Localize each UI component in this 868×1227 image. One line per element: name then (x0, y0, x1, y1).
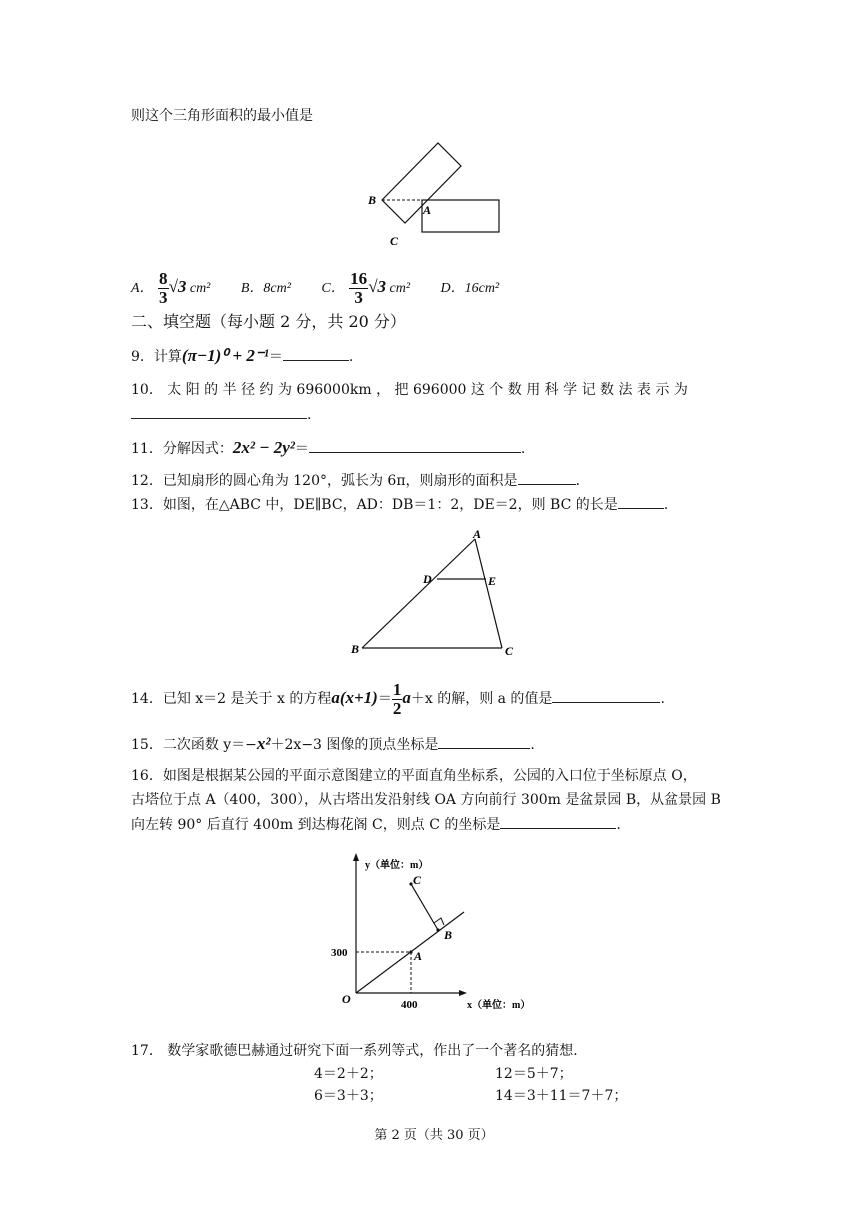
fraction-denominator: 3 (159, 287, 168, 307)
fraction-numerator: 16 (350, 268, 368, 288)
unit: cm² (386, 281, 411, 296)
fig2-label-D: D (423, 572, 432, 586)
fig3-origin-label: O (342, 992, 351, 1006)
fig2-label-E: E (488, 574, 497, 588)
fig1-label-A: A (423, 203, 432, 217)
q14-variable-a: a (402, 688, 411, 707)
option-a-label: A． (131, 281, 154, 296)
fig2-label-A: A (473, 527, 482, 541)
q15-x-squared: x² (256, 734, 271, 753)
q8-option-b[interactable]: B．8cm² (240, 281, 291, 296)
question-9 (131, 346, 353, 367)
q13-text: 13．如图，在△ABC 中，DE∥BC，AD：DB＝1：2，DE＝2，则 BC 的长是 (131, 497, 618, 513)
fraction-numerator: 8 (159, 268, 168, 288)
question-17: 17． 数学家歌德巴赫通过研究下面一系列等式，作出了一个著名的猜想． (131, 1043, 588, 1059)
fraction-denominator: 3 (354, 287, 363, 307)
unit: cm² (186, 281, 211, 296)
q15-tail: ＋2x−3 图像的顶点坐标是 (270, 737, 439, 753)
option-c-label: C． (321, 281, 345, 296)
question-14 (131, 678, 665, 719)
question-10-answer-line (131, 404, 311, 425)
q17-equation-3: 6＝3＋3； (314, 1088, 383, 1104)
q10-answer-blank[interactable] (131, 404, 307, 419)
q8-option-d[interactable]: D．16cm² (440, 281, 500, 296)
q8-option-a[interactable] (131, 268, 210, 308)
question-10: 10． 太 阳 的 半 径 约 为 696000km ， 把 696000 这 个 数 用 科 学 记 数 法 表 示 为 (131, 382, 688, 398)
q14-answer-blank[interactable] (552, 688, 660, 703)
fig3-label-B: B (444, 928, 453, 942)
q14-expression: a(x+1) (331, 688, 378, 707)
question-continuation: 则这个三角形面积的最小值是 (131, 108, 313, 124)
q9-expression: (π−1)⁰ + 2⁻¹ (181, 346, 269, 365)
q16-end: . (616, 817, 621, 833)
q11-expression: 2x² − 2y² (232, 438, 295, 457)
q17-equation-4: 14＝3＋11＝7＋7； (495, 1088, 628, 1104)
question-12 (131, 470, 580, 491)
q16-text: 向左转 90° 后直行 400m 到达梅花阁 C，则点 C 的坐标是 (131, 817, 501, 833)
q12-answer-blank[interactable] (518, 470, 576, 485)
option-c-fraction (349, 270, 368, 307)
q8-option-c[interactable] (321, 268, 410, 308)
fig3-y-axis-label: y（单位：m） (365, 860, 429, 871)
option-a-fraction (158, 270, 169, 307)
figure-triangle (345, 525, 525, 665)
question-16-line-3 (131, 814, 621, 835)
question-16-line-2: 古塔位于点 A（400，300），从古塔出发沿射线 OA 方向前行 300m 是盆景园 B，从盆景园 B (131, 792, 721, 808)
fig3-x-axis-label: x（单位：m） (467, 1000, 531, 1011)
question-15 (131, 734, 535, 755)
q15-prefix: 15．二次函数 y＝− (131, 737, 257, 753)
q15-end: . (530, 737, 535, 753)
radical: √3 (368, 277, 387, 296)
q14-tail: ＋x 的解，则 a 的值是 (410, 691, 553, 707)
fig1-label-C: C (390, 234, 399, 248)
fig3-tick-300: 300 (331, 947, 348, 959)
q9-answer-blank[interactable] (283, 346, 349, 361)
question-16-line-1: 16．如图是根据某公园的平面示意图建立的平面直角坐标系，公园的入口位于坐标原点 O， (131, 768, 697, 784)
question-13 (131, 494, 668, 515)
q12-end: . (575, 473, 580, 489)
q10-end: . (307, 407, 312, 423)
q17-equation-1: 4＝2＋2； (314, 1066, 383, 1082)
q13-end: . (663, 497, 669, 513)
fraction-numerator: 1 (392, 679, 402, 699)
page-footer: 第 2 页（共 30 页） (374, 1128, 494, 1143)
q14-prefix: 14．已知 x＝2 是关于 x 的方程 (131, 691, 332, 707)
q17-equation-2: 12＝5＋7； (495, 1066, 573, 1082)
q14-end: . (660, 691, 665, 707)
fraction-denominator: 2 (392, 698, 402, 718)
q14-fraction (392, 681, 403, 718)
q15-answer-blank[interactable] (438, 734, 530, 749)
fig3-label-A: A (414, 949, 423, 963)
q8-options (131, 268, 525, 308)
q11-equals: ＝ (294, 441, 309, 457)
question-11 (131, 438, 525, 459)
fig3-label-C: C (413, 873, 422, 887)
q16-answer-blank[interactable] (500, 814, 616, 829)
radical: √3 (168, 277, 187, 296)
q11-prefix: 11．分解因式： (131, 441, 233, 457)
q13-answer-blank[interactable] (618, 494, 664, 509)
section-heading: 二、填空题（每小题 2 分，共 20 分） (131, 312, 406, 331)
q11-answer-blank[interactable] (309, 438, 521, 453)
q9-equals: ＝ (268, 349, 283, 365)
q9-prefix: 9．计算 (131, 349, 182, 365)
figure-coordinate-plane (325, 850, 545, 1020)
q9-end: . (348, 349, 354, 365)
q14-equals: ＝ (377, 691, 392, 707)
fig1-label-B: B (368, 193, 377, 207)
q12-text: 12．已知扇形的圆心角为 120°，弧长为 6π，则扇形的面积是 (131, 473, 518, 489)
fig2-label-B: B (351, 642, 360, 656)
figure-rectangles (360, 135, 510, 250)
q11-end: . (520, 441, 526, 457)
fig3-tick-400: 400 (401, 999, 418, 1011)
fig2-label-C: C (505, 644, 514, 658)
